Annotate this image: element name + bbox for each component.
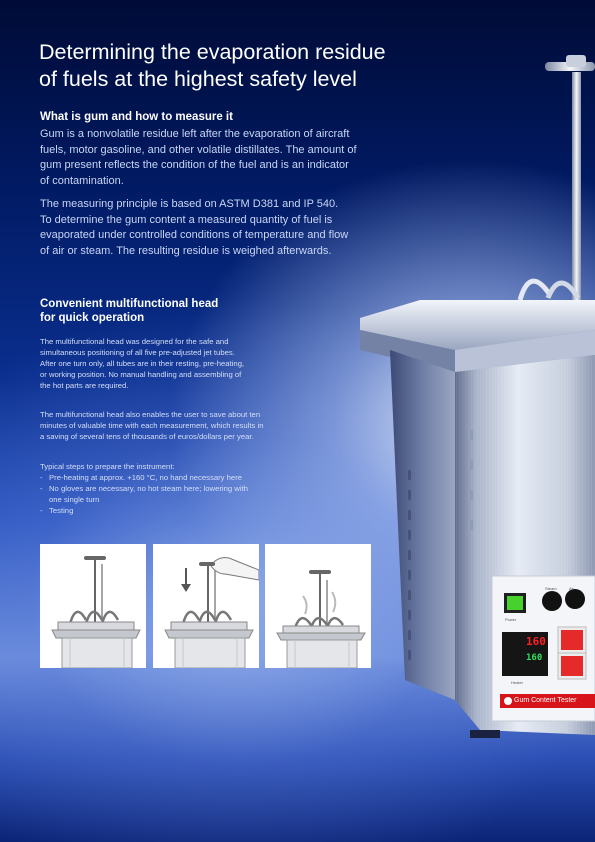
paragraph-line: The measuring principle is based on ASTM D381 and IP 540.	[40, 198, 339, 210]
paragraph-line: The multifunctional head also enables the user to save about ten	[40, 410, 261, 419]
multifunctional-head-paragraph	[40, 336, 340, 391]
preparation-steps	[40, 461, 340, 516]
panel-label-heater: Heater	[511, 680, 524, 685]
paragraph-line: To determine the gum content a measured quantity of fuel is	[40, 213, 333, 226]
step-text: - No gloves are necessary, no hot steam here; lowering with	[49, 484, 248, 494]
paragraph-line: or working position. No manual handling and assembling of	[40, 370, 242, 380]
step-illustration-lowering	[153, 544, 259, 668]
section-heading-gum-text: What is gum and how to measure it	[40, 111, 233, 123]
steps-intro: Typical steps to prepare the instrument:	[40, 462, 175, 471]
paragraph-line: gum present reflects the condition of the fuel and is an indicator	[40, 159, 349, 172]
measuring-principle-paragraph	[40, 197, 380, 259]
step-item	[40, 505, 340, 516]
page-title-line-2: of fuels at the highest safety level	[39, 67, 357, 91]
paragraph-line: After one turn only, all tubes are in their resting, pre-heating,	[40, 359, 245, 369]
brand-label: Gum Content Tester	[514, 697, 577, 704]
page-title	[39, 39, 399, 93]
steps-list	[40, 472, 340, 516]
gum-definition-paragraph	[40, 127, 380, 189]
step-illustration-testing	[265, 544, 371, 668]
paragraph-line: The multifunctional head was designed for the safe and	[40, 337, 229, 346]
step-text: - Pre-heating at approx. +160 °C, no hand necessary here	[49, 473, 243, 483]
section-heading-line-2: for quick operation	[40, 312, 145, 324]
preheating-drawing	[40, 544, 146, 668]
paragraph-line: the hot parts are required.	[40, 381, 129, 391]
display-top-value: 160	[526, 635, 546, 648]
paragraph-line: Gum is a nonvolatile residue left after the evaporation of aircraft	[40, 128, 350, 140]
lowering-drawing	[153, 544, 259, 668]
page-title-line-1: Determining the evaporation residue	[39, 40, 386, 64]
step-illustration-preheating	[40, 544, 146, 668]
step-item	[40, 483, 340, 505]
paragraph-line: simultaneous positioning of all five pre-adjusted jet tubes.	[40, 348, 235, 358]
step-item	[40, 472, 340, 483]
paragraph-line: of contamination.	[40, 174, 124, 187]
step-text: one single turn	[49, 495, 100, 505]
display-bottom-value: 160	[526, 653, 543, 663]
testing-drawing	[265, 544, 371, 668]
paragraph-line: fuels, motor gasoline, and other volatile distillates. The amount of	[40, 143, 357, 156]
panel-label-steam: Steam	[545, 586, 557, 591]
section-heading-multifunctional-head	[40, 297, 218, 325]
time-saving-paragraph	[40, 409, 340, 442]
paragraph-line: evaporated under controlled conditions of temperature and flow	[40, 229, 349, 242]
panel-label-air: Air	[569, 586, 574, 591]
panel-label-power: Power	[505, 617, 517, 622]
section-heading-line-1: Convenient multifunctional head	[40, 298, 219, 310]
paragraph-line: a saving of several tens of thousands of euros/dollars per year.	[40, 432, 254, 442]
paragraph-line: minutes of valuable time with each measurement, which results in	[40, 421, 264, 431]
paragraph-line: of air or steam. The resulting residue is weighed afterwards.	[40, 244, 332, 257]
section-heading-gum	[40, 110, 233, 124]
step-text: - Testing	[49, 506, 74, 516]
